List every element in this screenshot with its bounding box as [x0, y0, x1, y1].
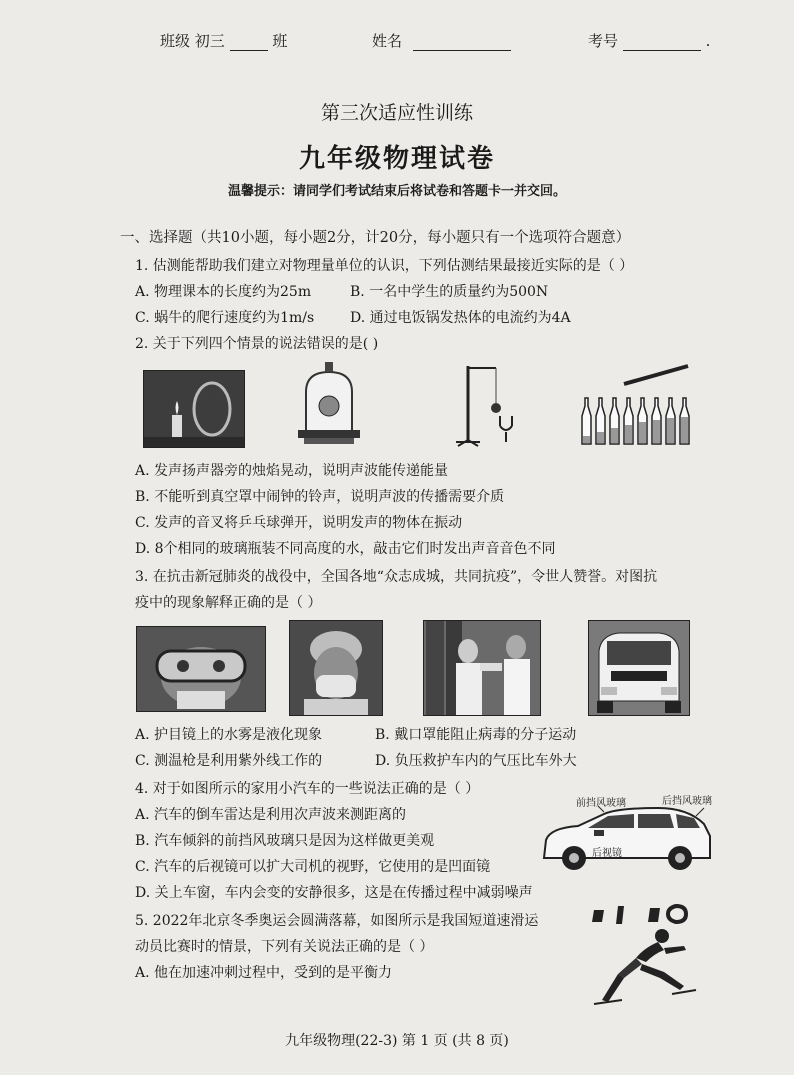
q3-stem-line1: 3. 在抗击新冠肺炎的战役中，全国各地“众志成城，共同抗疫”，令世人赞誉。对图抗	[135, 569, 658, 585]
tuning-fork-image	[452, 356, 522, 448]
q2-stem: 2. 关于下列四个情景的说法错误的是( )	[135, 336, 379, 352]
q4-option-b: B. 汽车倾斜的前挡风玻璃只是因为这样做更美观	[135, 833, 435, 849]
q2-option-a: A. 发声扬声器旁的烛焰晃动，说明声波能传递能量	[135, 463, 449, 479]
exam-no-end: .	[705, 32, 711, 50]
q4-option-a: A. 汽车的倒车雷达是利用次声波来测距离的	[135, 807, 407, 823]
car-figure	[538, 792, 716, 876]
class-label: 班级 初三	[160, 32, 225, 50]
class-suffix: 班	[272, 32, 288, 50]
q2-option-b: B. 不能听到真空罩中闹钟的铃声，说明声波的传播需要介质	[135, 489, 505, 505]
bell-jar-image	[294, 358, 364, 448]
q4-option-d: D. 关上车窗，车内会变的安静很多，这是在传播过程中减弱噪声	[135, 885, 533, 901]
q3-option-d: D. 负压救护车内的气压比车外大	[375, 753, 577, 769]
q5-stem-line2: 动员比赛时的情景，下列有关说法正确的是（ ）	[135, 939, 434, 955]
class-field	[160, 30, 287, 51]
rear-windshield-label: 后挡风玻璃	[662, 796, 712, 807]
exam-tip: 温馨提示：请同学们考试结束后将试卷和答题卡一并交回。	[227, 184, 566, 199]
speaker-candle-icon	[144, 371, 244, 447]
exam-no-blank[interactable]	[623, 36, 701, 51]
ambulance-photo	[588, 620, 690, 716]
q2-option-d: D. 8个相同的玻璃瓶装不同高度的水，敲击它们时发出声音音色不同	[135, 541, 556, 557]
glass-bottles-image	[578, 362, 690, 448]
class-blank[interactable]	[230, 36, 268, 51]
name-field	[372, 30, 511, 51]
exam-no-field	[588, 30, 710, 51]
q3-option-a: A. 护目镜上的水雾是液化现象	[135, 727, 323, 743]
thermometer-gun-icon	[424, 621, 540, 715]
exam-no-label: 考号	[588, 32, 619, 50]
goggles-icon	[137, 627, 265, 711]
q1-stem: 1. 估测能帮助我们建立对物理量单位的认识，下列估测结果最接近实际的是（ ）	[135, 258, 634, 274]
q5-option-a: A. 他在加速冲刺过程中，受到的是平衡力	[135, 965, 393, 981]
q1-option-d: D. 通过电饭锅发热体的电流约为4A	[350, 310, 571, 326]
goggles-photo	[136, 626, 266, 712]
q4-stem: 4. 对于如图所示的家用小汽车的一些说法正确的是（ ）	[135, 781, 480, 797]
tuning-fork-icon	[452, 356, 522, 448]
exam-title: 九年级物理试卷	[298, 144, 495, 174]
thermometer-photo	[423, 620, 541, 716]
section-heading: 一、选择题（共10小题，每小题2分，计20分，每小题只有一个选项符合题意）	[120, 230, 631, 246]
ambulance-icon	[589, 621, 689, 715]
bell-jar-icon	[294, 358, 364, 448]
name-label: 姓名	[372, 32, 403, 50]
q3-option-c: C. 测温枪是利用紫外线工作的	[135, 753, 323, 769]
q4-option-c: C. 汽车的后视镜可以扩大司机的视野，它使用的是凹面镜	[135, 859, 491, 875]
exam-subtitle: 第三次适应性训练	[320, 102, 473, 124]
front-windshield-label: 前挡风玻璃	[576, 798, 626, 809]
mask-icon	[290, 621, 382, 715]
q5-stem-line1: 5. 2022年北京冬季奥运会圆满落幕，如图所示是我国短道速滑运	[135, 913, 539, 929]
mask-photo	[289, 620, 383, 716]
glass-bottles-icon	[578, 362, 690, 448]
q1-option-b: B. 一名中学生的质量约为500N	[350, 284, 549, 300]
rear-mirror-label: 后视镜	[592, 848, 622, 859]
q3-stem-line2: 疫中的现象解释正确的是（ ）	[135, 595, 322, 611]
speaker-candle-photo	[143, 370, 245, 448]
q2-option-c: C. 发声的音叉将乒乓球弹开，说明发声的物体在振动	[135, 515, 463, 531]
name-blank[interactable]	[413, 36, 511, 51]
q3-option-b: B. 戴口罩能阻止病毒的分子运动	[375, 727, 577, 743]
q1-option-a: A. 物理课本的长度约为25m	[135, 284, 312, 300]
q1-option-c: C. 蜗牛的爬行速度约为1m/s	[135, 310, 315, 326]
speed-skater-icon	[588, 896, 708, 1014]
page-footer: 九年级物理(22-3) 第 1 页 (共 8 页)	[285, 1033, 509, 1049]
speed-skater-image	[588, 896, 708, 1014]
